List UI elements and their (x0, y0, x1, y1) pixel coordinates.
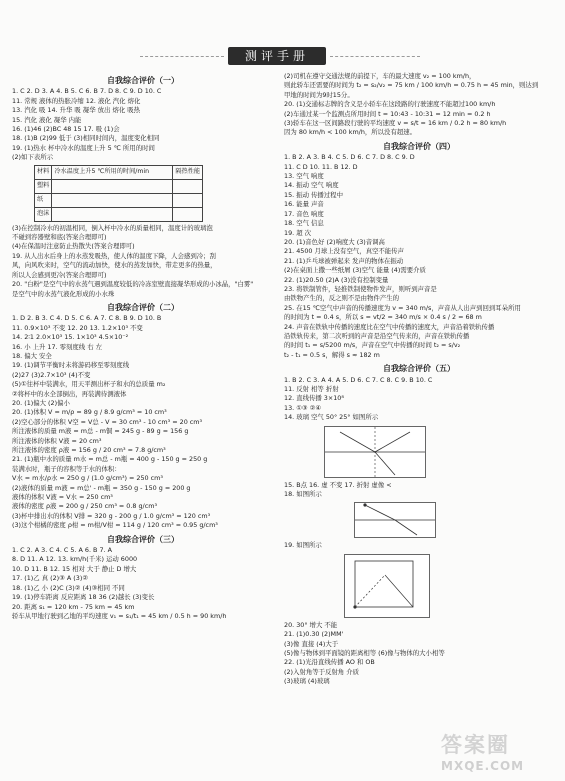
answer-line: (5)像与物体到平面镜的距离相等 (6)像与物体的大小相等 (284, 649, 445, 658)
answer-line: (2)空心部分的体积 V空 = V总 - V = 30 cm³ - 10 cm³ = 20 cm³ (12, 417, 203, 426)
answer-line: 21. 4500 月球上没有空气，真空不能传声 (284, 247, 404, 256)
answer-line: 15. B点 16. 虚 不变 17. 折射 虚像 < (284, 480, 392, 489)
answer-line: 15. 振动 传播过程中 (284, 190, 343, 199)
answer-line: 13. 空气 响度 (284, 172, 324, 181)
answer-line: 21. (1)乒乓球被弹起来 发声的物体在振动 (284, 256, 404, 265)
section-body (12, 224, 274, 299)
answer-line: 轿车从甲地行驶到乙地的平均速度 v₁ = s₁/t₁ = 45 km / 0.5 h = 90 km/h (12, 611, 227, 620)
answer-line: 16. 小 上升 17. 零刻度线 右 左 (12, 342, 103, 351)
right-column (284, 72, 554, 687)
answer-line: 11. 反射 相等 折射 (284, 385, 339, 393)
answer-line: 21. (1)瓶中水的质量 m水 = m总 - m瓶 = 400 g - 150 g = 250 g (12, 455, 208, 464)
section-title: 自我综合评价（三） (107, 534, 179, 544)
answer-line: 19. 超 次 (284, 228, 312, 237)
answer-line: (5)①往杯中装满水，用天平测出杯子和水的总质量 m₂ (12, 380, 166, 389)
header-rule-left (140, 56, 224, 57)
header-rule-right (330, 56, 420, 57)
answer-line: 1. C 2. A 3. C 4. C 5. A 6. B 7. A (12, 546, 112, 555)
answer-line: 25. 在15 ℃空气中声音的传播速度为 v = 340 m/s，声音从人出声到回到耳朵所用 (284, 303, 521, 312)
answer-line: (3)玻璃 (4)玻璃 (284, 677, 330, 686)
answer-line: 16. (1)46 (2)BC 48 15 17. 吸 (1)会 (12, 125, 120, 134)
answer-line: (2)在桌面上撒一些纸屑 (3)空气 能量 (4)需要介质 (284, 266, 426, 275)
watermark (441, 729, 559, 777)
answer-line: (2)司机在遵守交通法规的前提下，车的最大速度 v₂ = 100 km/h， (284, 72, 476, 80)
section-title: 自我综合评价（五） (383, 364, 455, 374)
answer-line: ②将杯中的水全部倒出，再装满待测液体 (12, 389, 127, 398)
answer-line: 13. 汽化 吸 14. 升华 吸 凝华 放出 熔化 吸热 (12, 106, 141, 115)
light-path-diagram (354, 502, 436, 538)
answer-line: 20. (1)体积 V = m/ρ = 89 g / 8.9 g/cm³ = 10 cm³ (12, 408, 167, 417)
answer-line: 19. 从人出水后身上的水蒸发吸热，使人体的温度下降，人会感到冷；刮 (12, 251, 216, 260)
answer-line: 1. C 2. D 3. A 4. B 5. C 6. B 7. D 8. C 9. D 10. C (12, 87, 162, 96)
answer-line: 20. (1)交通标志牌的含义是小轿车在这段路的行驶速度不能超过100 km/h (284, 100, 496, 109)
answer-line: 11. 常规 液体的热胀冷缩 12. 液化 汽化 熔化 (12, 96, 141, 105)
answer-line: 24. 声音在铁轨中传播的速度比在空气中传播的速度大，声音沿着铁轨传播 (284, 322, 495, 331)
left-column (12, 72, 274, 621)
answer-line: 风，向风吹来时，空气的流动加快，使水的蒸发加快，带走更多的热量， (12, 261, 217, 270)
answer-line: 20. 30° 增大 不能 (284, 620, 338, 629)
section-title: 自我综合评价（二） (107, 302, 179, 312)
section-body (284, 153, 554, 360)
mirror-figure (345, 555, 429, 617)
answer-line: (3)在控制冷水的初温相同，倒入杯中冷水的质量相同，温度计的玻璃泡 (12, 223, 213, 232)
answer-line: 沿铁轨传来，第二次听到的声音是沿空气传来的，声音在铁轨传播 (284, 331, 470, 340)
answer-line: 由铁物产生的，反之则不是由物件产生的 (284, 294, 400, 303)
answer-line: 18. 空气 信息 (284, 219, 324, 228)
section-title: 自我综合评价（四） (383, 141, 455, 151)
section-body (284, 621, 554, 687)
refraction-figure (325, 427, 425, 477)
answer-line: 12. 直线传播 3×10⁸ (284, 394, 344, 403)
answer-line: 19. 如图所示 (284, 541, 322, 550)
watermark-logo: 答案圈 (441, 733, 510, 757)
answer-line: 22. (1)光沿直线传播 AO 和 OB (284, 658, 375, 667)
answer-line: 20. 距离 s₁ = 120 km - 75 km = 45 km (12, 602, 135, 611)
section-body (12, 87, 274, 162)
light-path-figure (355, 503, 435, 537)
answer-line: 18. 如图所示 (284, 490, 322, 499)
answer-line: (2)入射角等于反射角 介质 (284, 667, 359, 676)
answer-line: (2)车通过某一个监测点所用时间 t = 10:43 - 10:31 = 12 min = 0.2 h (284, 109, 491, 118)
answer-line: (3)轿车在这一区间路段行驶的平均速度 v = s/t = 16 km / 0.2 h = 80 km/h (284, 119, 507, 128)
answer-line: 20. "白粉"是空气中的水蒸气遇到温度较低的冷冻室壁直接凝华形成的小冰晶，"白雾" (12, 280, 254, 289)
table-header-cell: 隔热性能 (173, 165, 203, 179)
answer-line: 20. (1)偏大 (2)偏小 (12, 398, 70, 407)
answer-line: 甲地的时间为9时15分。 (284, 90, 354, 99)
answer-line: 所注液体的体积 V液 = 20 cm³ (12, 436, 102, 445)
section-body (12, 314, 274, 530)
answer-line: 所注液体的密度 ρ液 = 156 g / 20 cm³ = 7.8 g/cm³ (12, 446, 166, 454)
answer-line: (2)如下表所示 (12, 153, 54, 162)
table-row-label: 纸 (35, 193, 52, 207)
answer-line: t₂ - t₁ = 0.5 s，解得 s ≈ 182 m (284, 350, 380, 359)
answer-line: 13. ①③ ②④ (284, 403, 322, 412)
answer-line: 15. 汽化 液化 凝华 内能 (12, 115, 82, 124)
answer-line: (3)这个柑橘的密度 ρ柑 = m柑/V柑 = 114 g / 120 cm³ = 0.95 g/cm³ (12, 521, 218, 530)
answer-line: 19. (1)热水 杯中冷水的温度上升 5 ℃ 所用的时间 (12, 143, 155, 152)
answer-line: 液体的密度 ρ液 = 200 g / 250 cm³ = 0.8 g/cm³ (12, 502, 158, 511)
answer-line: (3)杯中排出水的体积 V排 = 320 g - 200 g / 1.0 g/cm³ = 120 cm³ (12, 511, 211, 520)
answer-line: 10. D 11. B 12. 15 相对 大于 静止 D 增大 (12, 564, 137, 573)
answer-line: 所以人会感到更冷(答案合理即可) (12, 270, 107, 279)
answer-line: 14. 2∶1 2.0×10³ 15. 1×10³ 4.5×10⁻² (12, 333, 129, 342)
answer-line: 11. C D 10. 11. B 12. D (284, 162, 358, 171)
answer-line: 20. (1)音色好 (2)响度大 (3)音调高 (284, 237, 385, 246)
answer-line: 1. B 2. A 3. B 4. C 5. D 6. C 7. D 8. C 9. D (284, 153, 415, 162)
answer-line: 14. 玻璃 空气 50° 25° 如图所示 (284, 413, 379, 422)
answer-table (34, 165, 203, 222)
table-header-cell: 冷水温度上升5 ℃所用的时间/min (52, 165, 173, 179)
answer-line: (3)像 直接 (4)大于 (284, 639, 339, 648)
table-header-cell: 材料 (35, 165, 52, 179)
answer-line: 17. 音色 响度 (284, 209, 324, 218)
answer-line: 23. 将铁制管件，轻推铁制使物件发声，则听到声音是 (284, 284, 437, 293)
refraction-diagram (324, 426, 426, 478)
answer-line: (4)在保温时注意防止热散失(答案合理即可) (12, 242, 135, 251)
answer-line: 11. 0.9×10³ 不变 12. 20 13. 1.2×10³ 不变 (12, 323, 143, 332)
watermark-url: MXQE.COM (441, 759, 525, 773)
answer-line: 所注液体的质量 m液 = m总 - m铜 = 245 g - 89 g = 156 g (12, 427, 189, 436)
section-body (284, 72, 554, 138)
answer-line: 1. D 2. B 3. C 4. D 5. C 6. A 7. C 8. B 9. D 10. B (12, 314, 162, 323)
answer-line: V水 = m水/ρ水 = 250 g / (1.0 g/cm³) = 250 cm³ (12, 474, 163, 483)
answer-line: 19. (1)调节平衡时未将游码移至零刻度线 (12, 361, 130, 370)
section-title: 自我综合评价（一） (107, 76, 179, 85)
answer-line: 的时间为 t = 0.4 s，所以 s = vt/2 = 340 m/s × 0.4 s / 2 = 68 m (284, 313, 482, 322)
answer-line: 14. 振动 空气 响度 (284, 181, 339, 190)
table-row-label: 塑料 (35, 179, 52, 193)
answer-line: 不碰到容器壁和底(答案合理即可) (12, 233, 107, 242)
answer-line: 是空气中的水蒸气液化形成的小水珠 (12, 289, 115, 298)
section-body (12, 546, 274, 621)
answer-line: 21. (1)0.30 (2)MM' (284, 630, 344, 639)
answer-line: 液体的体积 V液 = V水 = 250 cm³ (12, 493, 113, 502)
answer-line: 18. (1)B (2)99 低于 (3)相同时间内，温度变化相同 (12, 134, 160, 143)
answer-line: 17. (1)乙 真 (2)③ A (3)② (12, 574, 89, 583)
answer-line: 18. 偏大 安全 (12, 351, 52, 360)
page-title: 测评手册 (228, 47, 326, 65)
answer-line: 16. 能量 声音 (284, 200, 324, 209)
answer-line: 8. D 11. A 12. 13. km/h(千米) 运动 6000 (12, 555, 138, 564)
section-body (284, 376, 554, 423)
answer-line: 1. B 2. C 3. A 4. A 5. D 6. C 7. C 8. C 9. B 10. C (284, 375, 433, 384)
answer-line: 19. (1)停车距离 反应距离 18 36 (2)越长 (3)变长 (12, 593, 155, 602)
answer-line: 则此轿车还需要的时间为 t₂ = s₂/v₂ = 75 km / 100 km/h = 0.75 h = 45 min，则达到 (284, 81, 539, 90)
answer-line: 18. (1)乙 小 (2)C (3)② (4)③相同 不同 (12, 583, 125, 592)
answer-line: 因为 80 km/h < 100 km/h，所以没有超速。 (284, 128, 417, 137)
answer-line: (2)27 (3)2.7×10³ (4)不变 (12, 370, 91, 379)
mirror-diagram (344, 554, 430, 618)
table-row-label: 泡沫 (35, 207, 52, 221)
answer-line: 的时间 t₁ = s/5200 m/s，声音在空气中传播的时间 t₂ = s/v₂ (284, 341, 461, 350)
answer-line: 22. (1)20.50 (2)A (3)没有控制变量 (284, 275, 389, 284)
answer-line: (2)液体的质量 m液 = m总' - m瓶 = 350 g - 150 g = 200 g (12, 483, 191, 492)
answer-line: 装满水时，瓶子的容积等于水的体积： (12, 464, 121, 473)
